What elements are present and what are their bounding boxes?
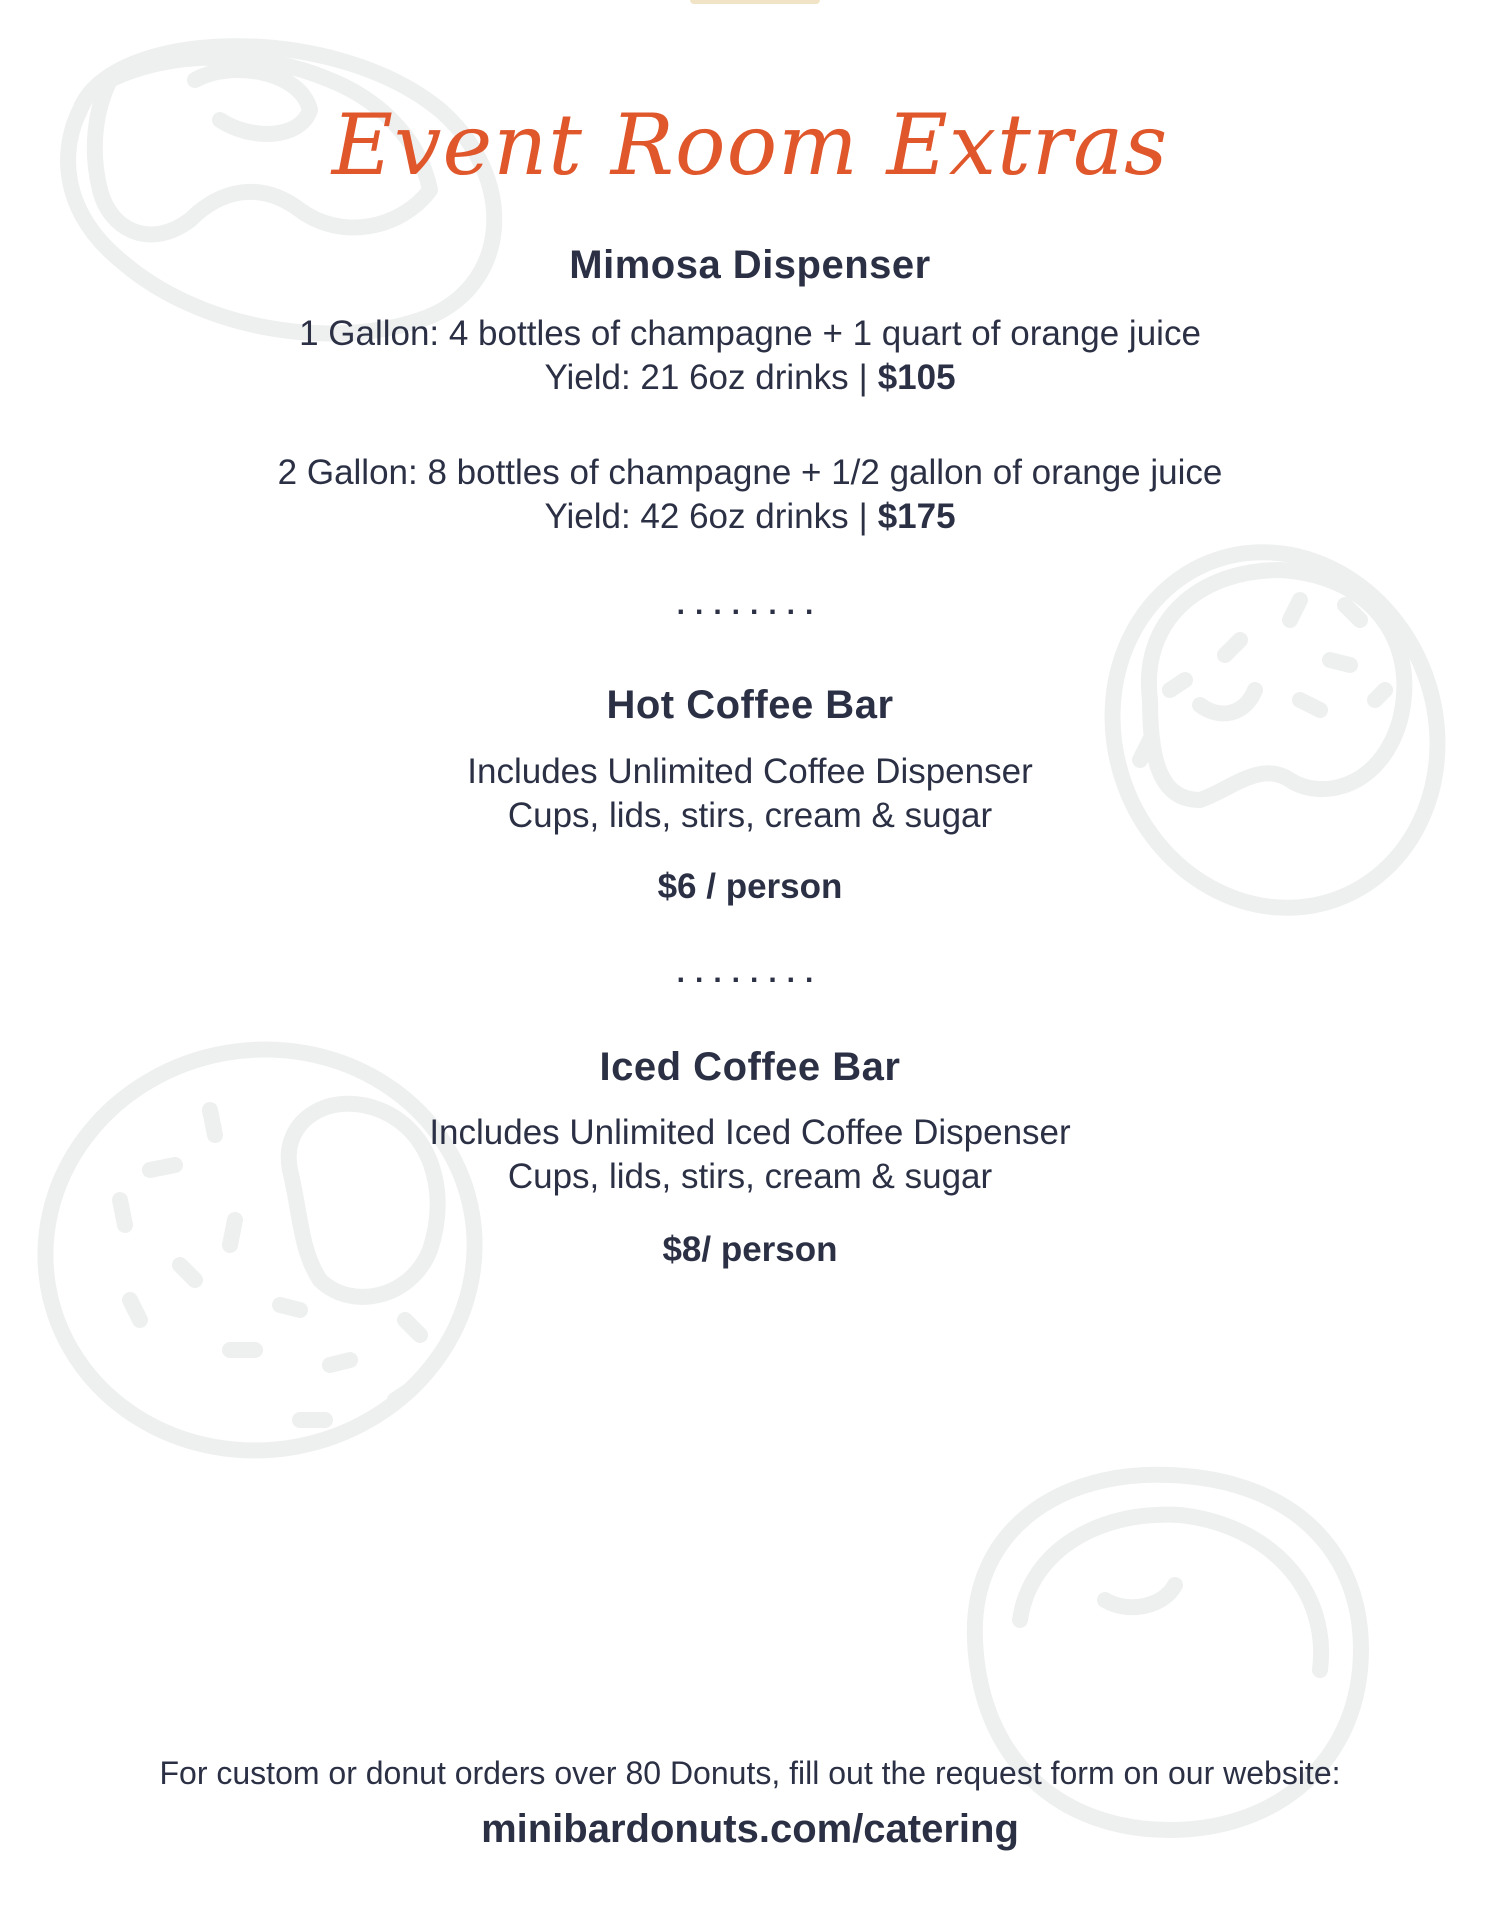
mimosa-option-1 — [0, 312, 1500, 400]
option-yield: Yield: 42 6oz drinks — [544, 497, 849, 536]
hot-coffee-details — [0, 750, 1500, 838]
option-yield: Yield: 21 6oz drinks — [544, 358, 849, 397]
option-yield-price — [0, 495, 1500, 539]
mimosa-option-2 — [0, 451, 1500, 539]
page-title: Event Room Extras — [331, 96, 1169, 194]
section-heading: Hot Coffee Bar — [606, 683, 894, 727]
top-logo-fragment — [690, 0, 820, 4]
detail-line: Cups, lids, stirs, cream & sugar — [507, 796, 993, 835]
divider-dots: ........ — [676, 956, 824, 989]
iced-coffee-details — [0, 1111, 1500, 1199]
detail-line: Cups, lids, stirs, cream & sugar — [507, 1157, 993, 1196]
option-description: 1 Gallon: 4 bottles of champagne + 1 quart of orange juice — [299, 314, 1201, 353]
option-price: $105 — [877, 358, 956, 397]
catering-link[interactable]: minibardonuts.com/catering — [481, 1807, 1019, 1851]
option-yield-price — [0, 356, 1500, 400]
section-iced-coffee-bar — [0, 1042, 1500, 1092]
option-separator: | — [858, 497, 868, 536]
option-price: $175 — [877, 497, 956, 536]
price-per-person: $6 / person — [657, 867, 843, 906]
price-per-person: $8/ person — [662, 1230, 838, 1269]
option-separator: | — [858, 358, 868, 397]
option-description: 2 Gallon: 8 bottles of champagne + 1/2 gallon of orange juice — [277, 453, 1223, 492]
section-heading: Iced Coffee Bar — [599, 1045, 901, 1089]
section-hot-coffee-bar — [0, 680, 1500, 730]
detail-line: Includes Unlimited Coffee Dispenser — [467, 752, 1033, 791]
divider-dots: ........ — [676, 588, 824, 621]
section-mimosa-dispenser — [0, 240, 1500, 290]
section-heading: Mimosa Dispenser — [569, 243, 931, 287]
footer-note: For custom or donut orders over 80 Donuts, fill out the request form on our website: — [159, 1755, 1341, 1791]
hot-coffee-price — [0, 865, 1500, 909]
detail-line: Includes Unlimited Iced Coffee Dispenser — [429, 1113, 1071, 1152]
iced-coffee-price — [0, 1228, 1500, 1272]
